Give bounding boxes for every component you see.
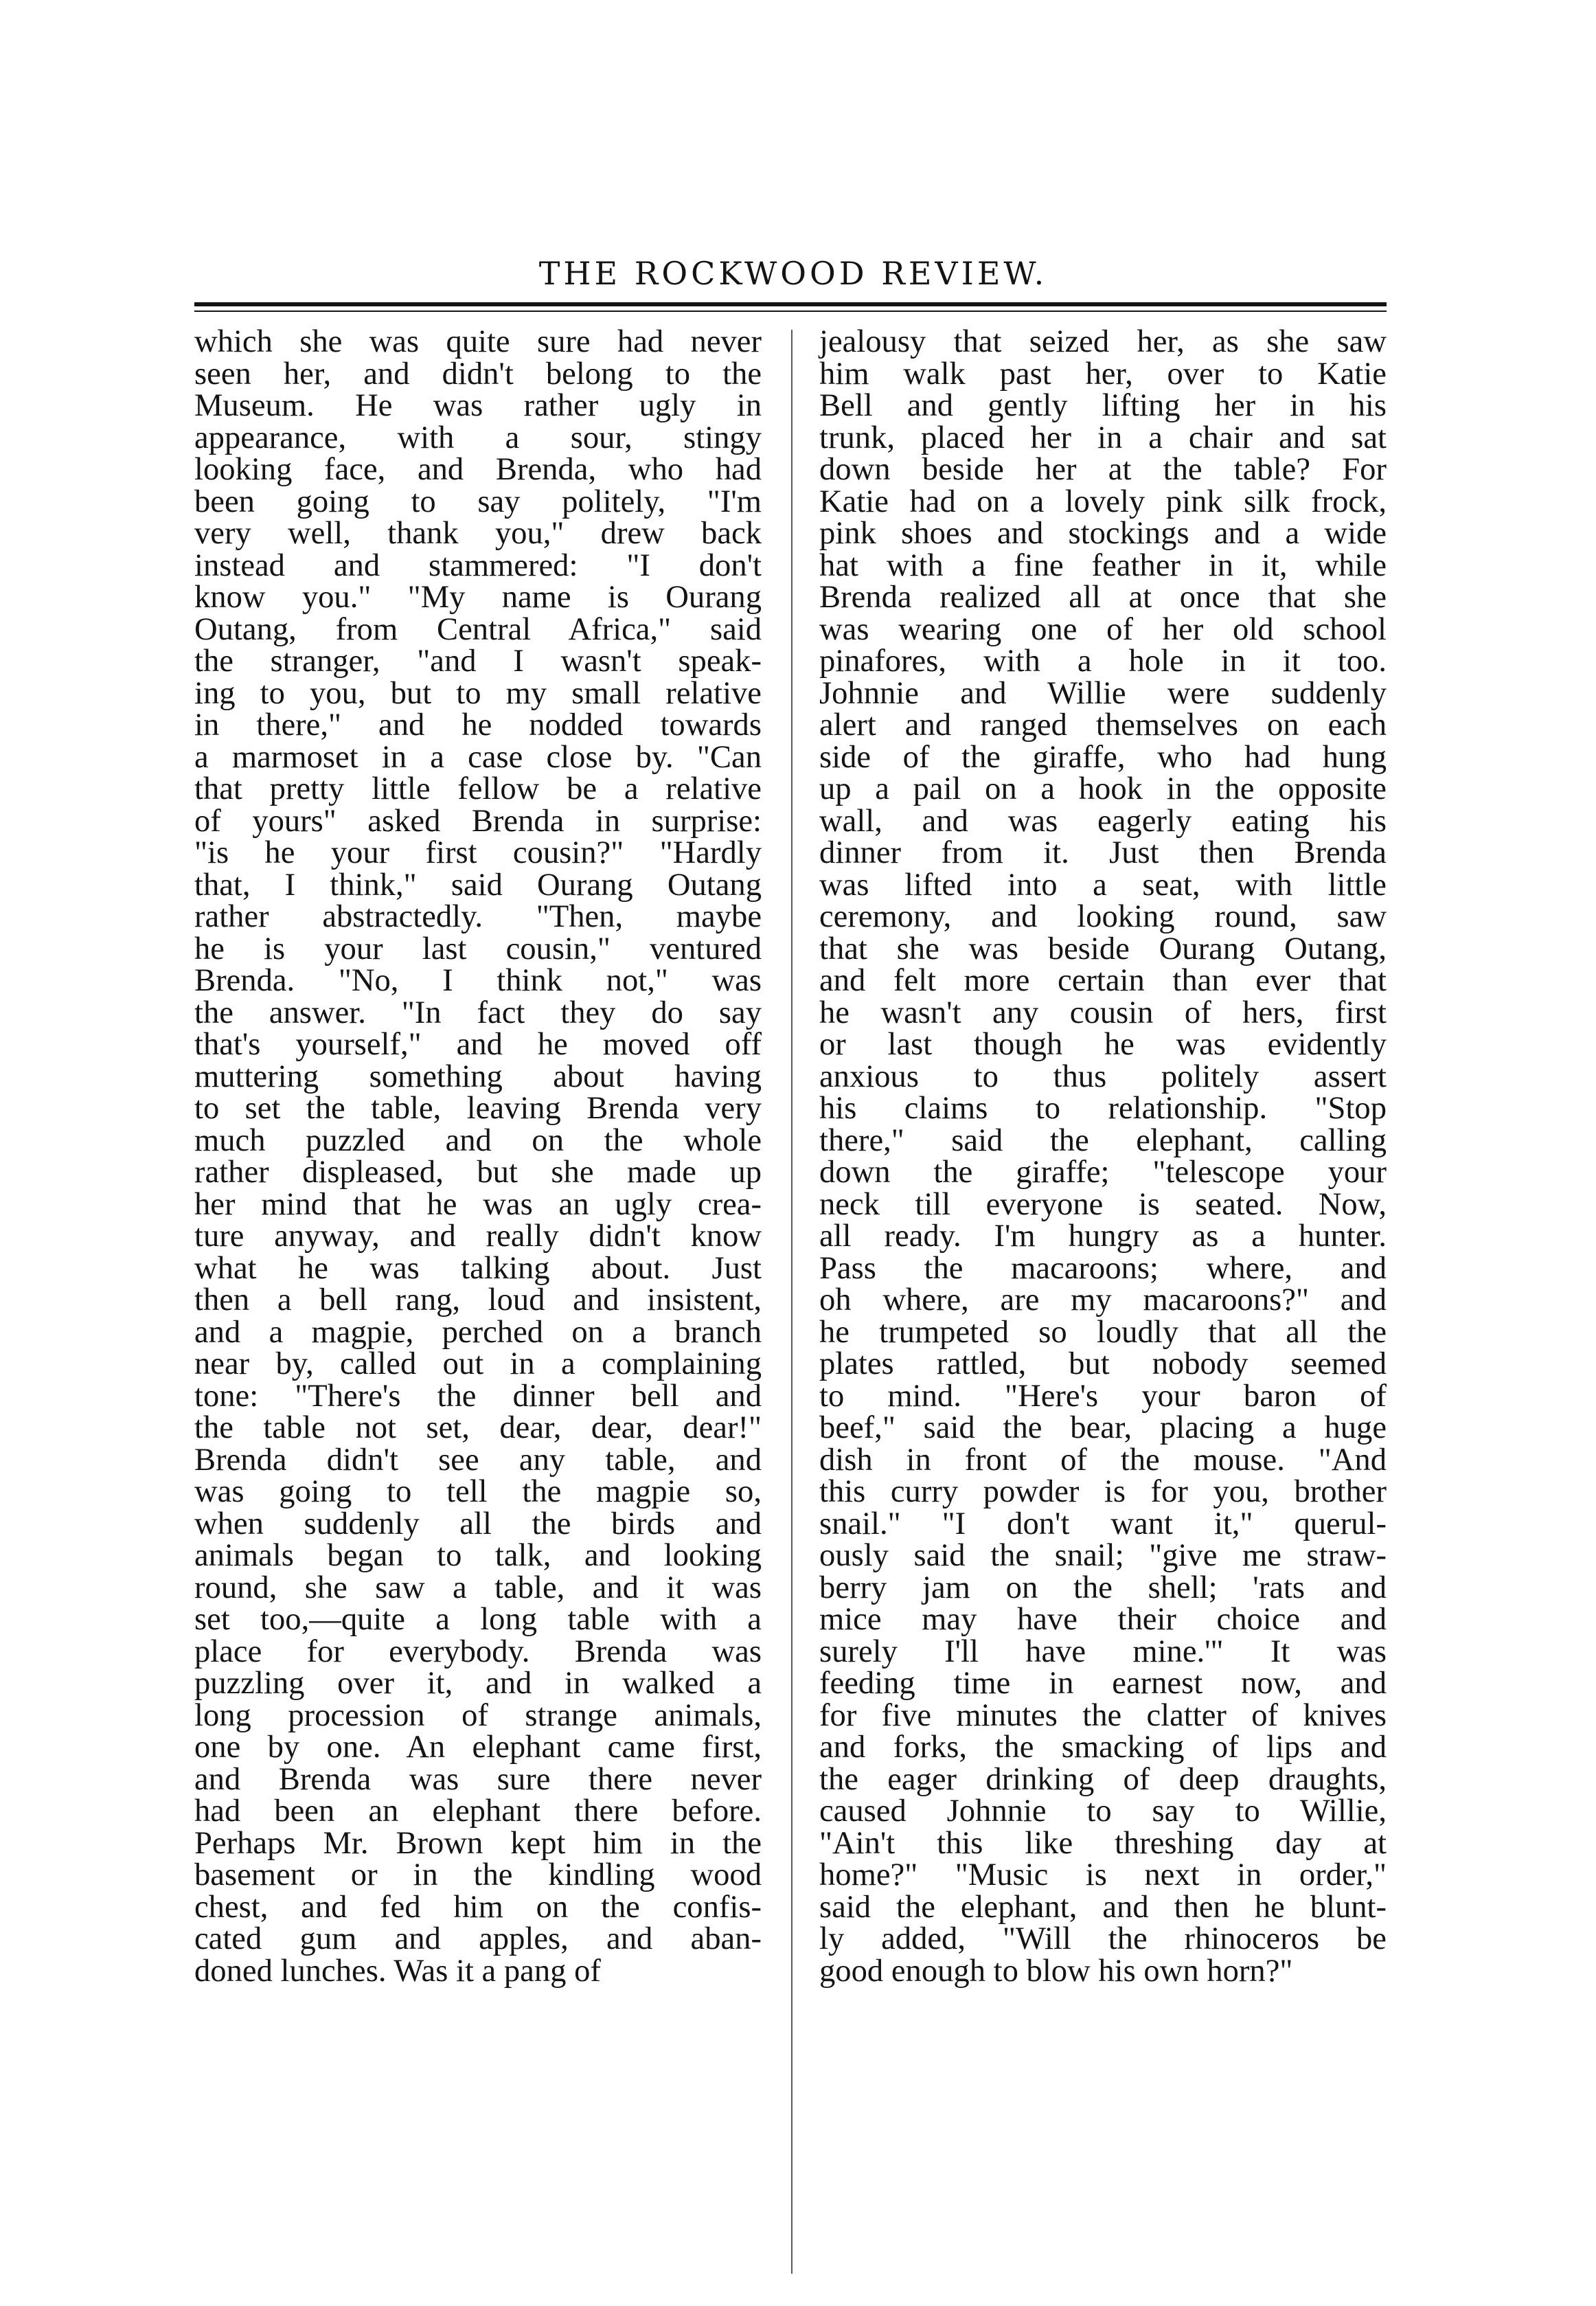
text-line: Brenda realized all at once that she: [819, 579, 1387, 615]
text-line: doned lunches. Was it a pang of: [194, 1952, 601, 1989]
text-line: ly added, "Will the rhinoceros be: [819, 1921, 1387, 1956]
text-line: or last though he was evidently: [819, 1026, 1387, 1062]
text-line: Perhaps Mr. Brown kept him in the: [194, 1824, 762, 1861]
text-line: seen her, and didn't belong to the: [194, 355, 762, 392]
text-line: that she was beside Ourang Outang,: [819, 930, 1387, 967]
text-line: which she was quite sure had never: [194, 324, 762, 359]
running-title: THE ROCKWOOD REVIEW.: [538, 255, 1048, 292]
text-line: near by, called out in a complaining: [194, 1346, 762, 1381]
text-line: of yours" asked Brenda in surprise:: [194, 802, 762, 839]
text-line: his claims to relationship. "Stop: [819, 1090, 1387, 1126]
text-line: Museum. He was rather ugly in: [194, 387, 762, 423]
text-line: ously said the snail; "give me straw-: [819, 1537, 1387, 1573]
text-line: trunk, placed her in a chair and sat: [819, 419, 1387, 455]
text-line: been going to say politely, "I'm: [194, 483, 762, 519]
text-line: rather displeased, but she made up: [194, 1154, 762, 1190]
text-line: place for everybody. Brenda was: [194, 1633, 762, 1669]
text-line: he trumpeted so loudly that all the: [819, 1313, 1387, 1350]
text-line: in there," and he nodded towards: [194, 707, 762, 743]
text-line: hat with a fine feather in it, while: [819, 547, 1387, 583]
text-line: dinner from it. Just then Brenda: [819, 835, 1387, 870]
text-line: tone: "There's the dinner bell and: [194, 1377, 762, 1414]
text-line: pinafores, with a hole in it too.: [819, 643, 1387, 679]
text-line: a marmoset in a case close by. "Can: [194, 738, 762, 775]
text-line: the stranger, "and I wasn't speak-: [194, 643, 762, 679]
text-line: what he was talking about. Just: [194, 1250, 762, 1286]
text-line: puzzling over it, and in walked a: [194, 1665, 762, 1701]
text-line: long procession of strange animals,: [194, 1697, 762, 1733]
text-line: Johnnie and Willie were suddenly: [819, 675, 1387, 711]
text-line: Bell and gently lifting her in his: [819, 387, 1387, 423]
text-line: good enough to blow his own horn?": [819, 1952, 1293, 1989]
text-line: had been an elephant there before.: [194, 1793, 762, 1829]
text-line: ceremony, and looking round, saw: [819, 898, 1387, 934]
text-line: to set the table, leaving Brenda very: [194, 1090, 762, 1126]
text-line: and forks, the smacking of lips and: [819, 1729, 1387, 1765]
text-line: that, I think," said Ourang Outang: [194, 866, 762, 903]
text-line: neck till everyone is seated. Now,: [819, 1186, 1387, 1222]
text-line: her mind that he was an ugly crea-: [194, 1186, 762, 1222]
text-line: he is your last cousin," ventured: [194, 930, 762, 967]
text-line: beef," said the bear, placing a huge: [819, 1410, 1387, 1445]
text-line: Brenda didn't see any table, and: [194, 1441, 762, 1478]
text-line: set too,—quite a long table with a: [194, 1601, 762, 1637]
text-line: surely I'll have mine.'" It was: [819, 1633, 1387, 1669]
text-line: up a pail on a hook in the opposite: [819, 771, 1387, 806]
text-line: plates rattled, but nobody seemed: [819, 1346, 1387, 1381]
text-line: ing to you, but to my small relative: [194, 675, 762, 711]
text-line: know you." "My name is Ourang: [194, 579, 762, 615]
text-line: that pretty little fellow be a relative: [194, 771, 762, 806]
text-line: appearance, with a sour, stingy: [194, 419, 762, 455]
header-rule-thin: [194, 310, 1387, 312]
text-line: said the elephant, and then he blunt-: [819, 1888, 1387, 1925]
column-divider: [791, 330, 793, 2274]
text-line: and a magpie, perched on a branch: [194, 1313, 762, 1350]
text-line: this curry powder is for you, brother: [819, 1473, 1387, 1509]
text-line: Brenda. "No, I think not," was: [194, 962, 762, 998]
text-line: dish in front of the mouse. "And: [819, 1441, 1387, 1478]
text-line: round, she saw a table, and it was: [194, 1569, 762, 1605]
text-line: ture anyway, and really didn't know: [194, 1218, 762, 1254]
text-line: chest, and fed him on the confis-: [194, 1888, 762, 1925]
text-line: instead and stammered: "I don't: [194, 547, 762, 583]
text-line: wall, and was eagerly eating his: [819, 802, 1387, 839]
text-line: to mind. "Here's your baron of: [819, 1377, 1387, 1414]
text-line: and felt more certain than ever that: [819, 962, 1387, 998]
text-line: animals began to talk, and looking: [194, 1537, 762, 1573]
text-line: caused Johnnie to say to Willie,: [819, 1793, 1387, 1829]
text-line: muttering something about having: [194, 1058, 762, 1094]
text-line: "Ain't this like threshing day at: [819, 1824, 1387, 1861]
text-line: down beside her at the table? For: [819, 451, 1387, 487]
text-line: looking face, and Brenda, who had: [194, 451, 762, 487]
text-line: oh where, are my macaroons?" and: [819, 1282, 1387, 1318]
text-line: all ready. I'm hungry as a hunter.: [819, 1218, 1387, 1254]
text-line: down the giraffe; "telescope your: [819, 1154, 1387, 1190]
text-line: snail." "I don't want it," querul-: [819, 1505, 1387, 1541]
text-line: one by one. An elephant came first,: [194, 1729, 762, 1765]
text-line: alert and ranged themselves on each: [819, 707, 1387, 743]
text-line: much puzzled and on the whole: [194, 1122, 762, 1158]
text-line: berry jam on the shell; 'rats and: [819, 1569, 1387, 1605]
text-line: was lifted into a seat, with little: [819, 866, 1387, 903]
text-line: when suddenly all the birds and: [194, 1505, 762, 1541]
text-line: and Brenda was sure there never: [194, 1761, 762, 1797]
left-column: [194, 326, 762, 1987]
right-column: [819, 326, 1387, 1987]
text-line: Pass the macaroons; where, and: [819, 1250, 1387, 1286]
text-line: "is he your first cousin?" "Hardly: [194, 835, 762, 870]
text-line: the table not set, dear, dear, dear!": [194, 1410, 762, 1445]
text-line: was wearing one of her old school: [819, 611, 1387, 647]
text-line: cated gum and apples, and aban-: [194, 1921, 762, 1956]
text-line: for five minutes the clatter of knives: [819, 1697, 1387, 1733]
text-line: was going to tell the magpie so,: [194, 1473, 762, 1509]
text-line: mice may have their choice and: [819, 1601, 1387, 1637]
text-line: there," said the elephant, calling: [819, 1122, 1387, 1158]
text-line: him walk past her, over to Katie: [819, 355, 1387, 392]
text-line: anxious to thus politely assert: [819, 1058, 1387, 1094]
header-rule-thick: [194, 302, 1387, 306]
text-line: he wasn't any cousin of hers, first: [819, 994, 1387, 1030]
text-line: side of the giraffe, who had hung: [819, 738, 1387, 775]
text-line: rather abstractedly. "Then, maybe: [194, 898, 762, 934]
text-line: jealousy that seized her, as she saw: [819, 324, 1387, 359]
text-line: the answer. "In fact they do say: [194, 994, 762, 1030]
text-line: basement or in the kindling wood: [194, 1857, 762, 1892]
text-line: Outang, from Central Africa," said: [194, 611, 762, 647]
text-line: that's yourself," and he moved off: [194, 1026, 762, 1062]
text-line: then a bell rang, loud and insistent,: [194, 1282, 762, 1318]
text-line: feeding time in earnest now, and: [819, 1665, 1387, 1701]
text-line: very well, thank you," drew back: [194, 515, 762, 551]
text-line: home?" "Music is next in order,": [819, 1857, 1387, 1892]
text-line: Katie had on a lovely pink silk frock,: [819, 483, 1387, 519]
text-line: the eager drinking of deep draughts,: [819, 1761, 1387, 1797]
text-line: pink shoes and stockings and a wide: [819, 515, 1387, 551]
